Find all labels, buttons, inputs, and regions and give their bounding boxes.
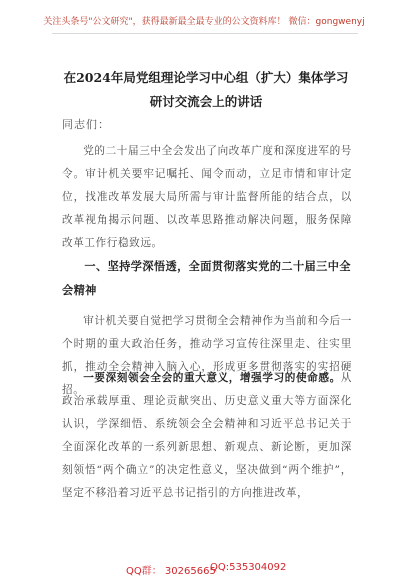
document-title: 在2024年局党组理论学习中心组（扩大）集体学习研讨交流会上的讲话 xyxy=(63,70,349,109)
paragraph-1: 党的二十届三中全会发出了向改革广度和深度进军的号令。审计机关要牢记嘱托、闻令而动，立足市情和审计定位，找准改革发展大局所需与审计监督所能的结合点，以改革视角揭示问题、以改革思路推动解决问题，服务保障改革工作行稳致远。 xyxy=(62,145,352,249)
section-heading-1: 一、坚持学深悟透，全面贯彻落实党的二十届三中全会精神 xyxy=(62,259,351,297)
header-divider xyxy=(52,33,358,34)
footer-qq-group: QQ群： 30265665 xyxy=(126,566,216,577)
paragraph-2: 审计机关要自觉把学习贯彻全会精神作为当前和今后一个时期的重大政治任务，推动学习宣传往深里走、往实里抓，推动全会精神入脑入心，形成更多贯彻落实的实招硬招。 xyxy=(62,315,352,396)
footer-qq-number: QQ:535304092 xyxy=(210,562,287,573)
salutation: 同志们： xyxy=(62,118,110,131)
paragraph-3-body: 从政治承载厚重、理论贡献突出、历史意义重大等方面深化认识，学深细悟、系统领会全会精神和习近平总书记关于全面深化改革的一系列新思想、新观点、新论断，更加深刻领悟“两个确立”的决定性意义，坚决做到“两个维护”，坚定不移沿着习近平总书记指引的方向推进改革， xyxy=(62,372,352,499)
paragraph-3-lead: 一要深刻领会全会的重大意义，增强学习的使命感。 xyxy=(83,372,341,384)
paragraph-3 xyxy=(62,367,352,505)
header-promo-note: 关注头条号"公文研究"，获得最新最全最专业的公文资料库！ 微信：gongwenyj xyxy=(43,17,365,27)
